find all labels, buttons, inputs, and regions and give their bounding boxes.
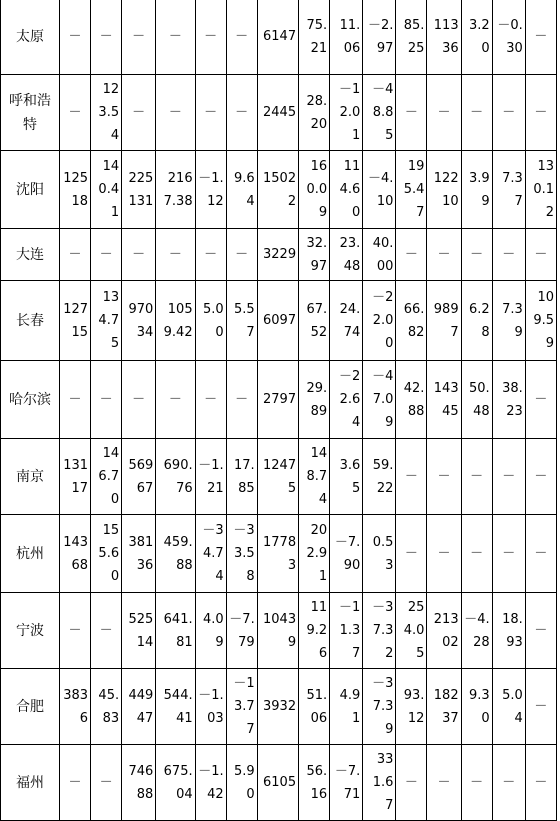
table-cell: － — [461, 515, 492, 593]
table-cell: －1.21 — [195, 439, 226, 515]
table-cell: － — [461, 439, 492, 515]
table-cell: － — [195, 229, 226, 281]
table-cell: － — [525, 745, 556, 821]
table-cell: －13.77 — [226, 669, 257, 745]
table-cell: 130.12 — [525, 151, 556, 229]
table-cell: 18.93 — [492, 593, 525, 669]
table-cell: － — [427, 515, 461, 593]
table-cell: 6.28 — [461, 281, 492, 361]
table-cell: － — [461, 229, 492, 281]
table-cell: 51.06 — [299, 669, 330, 745]
table-cell: 12210 — [427, 151, 461, 229]
table-cell: 24.74 — [330, 281, 363, 361]
table-cell: －1.42 — [195, 745, 226, 821]
table-cell: 21302 — [427, 593, 461, 669]
table-cell: 17783 — [257, 515, 298, 593]
table-cell: － — [91, 745, 122, 821]
table-cell: － — [195, 75, 226, 151]
table-cell: 4.91 — [330, 669, 363, 745]
table-cell: 123.54 — [91, 75, 122, 151]
table-cell: 9897 — [427, 281, 461, 361]
table-cell: 10439 — [257, 593, 298, 669]
table-cell: 6147 — [257, 0, 298, 75]
table-row — [1, 0, 557, 75]
table-cell: － — [60, 0, 91, 75]
table-row — [1, 745, 557, 821]
table-cell: －22.00 — [363, 281, 396, 361]
table-cell: 6097 — [257, 281, 298, 361]
city-cell: 长春 — [1, 281, 60, 361]
table-cell: 1059.42 — [156, 281, 195, 361]
table-cell: － — [226, 361, 257, 439]
table-cell: 11336 — [427, 0, 461, 75]
table-body — [1, 0, 557, 821]
table-cell: － — [396, 229, 427, 281]
table-cell: － — [525, 361, 556, 439]
table-cell: 109.59 — [525, 281, 556, 361]
table-cell: 12475 — [257, 439, 298, 515]
table-cell: 114.60 — [330, 151, 363, 229]
table-cell: 254.05 — [396, 593, 427, 669]
table-cell: － — [156, 0, 195, 75]
table-cell: － — [492, 515, 525, 593]
table-cell: －4.10 — [363, 151, 396, 229]
table-cell: －37.39 — [363, 669, 396, 745]
table-cell: － — [156, 229, 195, 281]
city-cell: 福州 — [1, 745, 60, 821]
city-cell: 哈尔滨 — [1, 361, 60, 439]
table-cell: 3229 — [257, 229, 298, 281]
table-cell: － — [91, 593, 122, 669]
table-cell: － — [226, 75, 257, 151]
table-cell: 17.85 — [226, 439, 257, 515]
table-cell: －11.37 — [330, 593, 363, 669]
table-cell: 59.22 — [363, 439, 396, 515]
table-cell: 0.53 — [363, 515, 396, 593]
table-cell: － — [226, 229, 257, 281]
table-cell: 93.12 — [396, 669, 427, 745]
city-cell: 沈阳 — [1, 151, 60, 229]
table-cell: 7.39 — [492, 281, 525, 361]
table-cell: － — [427, 745, 461, 821]
table-cell: 85.25 — [396, 0, 427, 75]
table-cell: －1.12 — [195, 151, 226, 229]
table-row — [1, 361, 557, 439]
table-cell: 2167.38 — [156, 151, 195, 229]
table-cell: －34.74 — [195, 515, 226, 593]
table-cell: －47.09 — [363, 361, 396, 439]
table-cell: －37.32 — [363, 593, 396, 669]
table-cell: 459.88 — [156, 515, 195, 593]
table-cell: 44947 — [122, 669, 156, 745]
table-cell: － — [461, 75, 492, 151]
table-cell: － — [525, 669, 556, 745]
table-cell: － — [122, 0, 156, 75]
table-cell: － — [525, 439, 556, 515]
table-cell: 12715 — [60, 281, 91, 361]
table-cell: 5.04 — [492, 669, 525, 745]
table-cell: 42.88 — [396, 361, 427, 439]
table-cell: 134.75 — [91, 281, 122, 361]
table-cell: －2.97 — [363, 0, 396, 75]
table-cell: 40.00 — [363, 229, 396, 281]
table-cell: －48.85 — [363, 75, 396, 151]
table-cell: － — [60, 745, 91, 821]
city-cell: 大连 — [1, 229, 60, 281]
table-row — [1, 515, 557, 593]
table-cell: － — [122, 361, 156, 439]
table-cell: 3.99 — [461, 151, 492, 229]
table-cell: － — [396, 439, 427, 515]
table-row — [1, 669, 557, 745]
table-cell: 146.70 — [91, 439, 122, 515]
table-cell: － — [226, 0, 257, 75]
table-cell: 5.00 — [195, 281, 226, 361]
table-cell: － — [122, 75, 156, 151]
table-row — [1, 593, 557, 669]
table-cell: － — [525, 593, 556, 669]
table-cell: 38136 — [122, 515, 156, 593]
table-cell: 56967 — [122, 439, 156, 515]
table-cell: － — [91, 361, 122, 439]
table-cell: 6105 — [257, 745, 298, 821]
table-cell: 119.26 — [299, 593, 330, 669]
table-cell: －7.90 — [330, 515, 363, 593]
table-cell: －22.64 — [330, 361, 363, 439]
table-cell: 202.91 — [299, 515, 330, 593]
table-cell: 225131 — [122, 151, 156, 229]
table-cell: － — [492, 229, 525, 281]
table-cell: － — [60, 75, 91, 151]
table-row — [1, 281, 557, 361]
table-cell: 331.67 — [363, 745, 396, 821]
city-cell: 杭州 — [1, 515, 60, 593]
table-cell: 38.23 — [492, 361, 525, 439]
table-cell: － — [91, 229, 122, 281]
table-cell: 13117 — [60, 439, 91, 515]
table-cell: 195.47 — [396, 151, 427, 229]
table-cell: － — [461, 745, 492, 821]
table-row — [1, 229, 557, 281]
table-cell: 32.97 — [299, 229, 330, 281]
table-cell: －12.01 — [330, 75, 363, 151]
table-cell: －33.58 — [226, 515, 257, 593]
table-cell: 18237 — [427, 669, 461, 745]
city-cell: 宁波 — [1, 593, 60, 669]
table-cell: 3.20 — [461, 0, 492, 75]
table-cell: －1.03 — [195, 669, 226, 745]
table-cell: 14368 — [60, 515, 91, 593]
table-row — [1, 75, 557, 151]
table-cell: －0.30 — [492, 0, 525, 75]
table-cell: 50.48 — [461, 361, 492, 439]
table-cell: － — [60, 361, 91, 439]
table-cell: 3.65 — [330, 439, 363, 515]
table-cell: －7.79 — [226, 593, 257, 669]
table-cell: －4.28 — [461, 593, 492, 669]
city-cell: 南京 — [1, 439, 60, 515]
table-cell: － — [492, 75, 525, 151]
table-cell: 641.81 — [156, 593, 195, 669]
table-cell: 45.83 — [91, 669, 122, 745]
table-cell: － — [60, 229, 91, 281]
table-cell: 75.21 — [299, 0, 330, 75]
table-cell: 11.06 — [330, 0, 363, 75]
table-cell: 675.04 — [156, 745, 195, 821]
table-cell: 140.41 — [91, 151, 122, 229]
table-cell: 97034 — [122, 281, 156, 361]
table-cell: 67.52 — [299, 281, 330, 361]
table-row — [1, 439, 557, 515]
city-cell: 合肥 — [1, 669, 60, 745]
table-cell: － — [156, 361, 195, 439]
table-cell: － — [91, 0, 122, 75]
table-cell: 52514 — [122, 593, 156, 669]
table-cell: 28.20 — [299, 75, 330, 151]
table-cell: 56.16 — [299, 745, 330, 821]
table-cell: － — [396, 75, 427, 151]
city-cell: 太原 — [1, 0, 60, 75]
table-cell: 690.76 — [156, 439, 195, 515]
table-cell: － — [156, 75, 195, 151]
table-cell: 3836 — [60, 669, 91, 745]
table-cell: 3932 — [257, 669, 298, 745]
table-cell: － — [427, 229, 461, 281]
table-cell: 155.60 — [91, 515, 122, 593]
table-cell: 2797 — [257, 361, 298, 439]
table-cell: － — [427, 439, 461, 515]
table-cell: 148.74 — [299, 439, 330, 515]
table-cell: － — [396, 515, 427, 593]
table-cell: 5.90 — [226, 745, 257, 821]
table-cell: 2445 — [257, 75, 298, 151]
table-cell: － — [396, 745, 427, 821]
table-cell: － — [195, 361, 226, 439]
table-cell: 160.09 — [299, 151, 330, 229]
table-cell: 7.37 — [492, 151, 525, 229]
table-cell: － — [60, 593, 91, 669]
table-cell: 66.82 — [396, 281, 427, 361]
table-cell: 9.64 — [226, 151, 257, 229]
table-cell: 5.57 — [226, 281, 257, 361]
table-cell: 9.30 — [461, 669, 492, 745]
table-cell: 23.48 — [330, 229, 363, 281]
table-cell: － — [525, 75, 556, 151]
table-cell: － — [492, 439, 525, 515]
table-cell: － — [427, 75, 461, 151]
table-cell: 544.41 — [156, 669, 195, 745]
table-cell: － — [525, 515, 556, 593]
table-cell: 15022 — [257, 151, 298, 229]
city-cell: 呼和浩特 — [1, 75, 60, 151]
table-cell: 29.89 — [299, 361, 330, 439]
table-cell: 4.09 — [195, 593, 226, 669]
table-cell: － — [525, 0, 556, 75]
table-cell: 12518 — [60, 151, 91, 229]
table-cell: － — [122, 229, 156, 281]
table-cell: － — [492, 745, 525, 821]
table-cell: － — [195, 0, 226, 75]
table-cell: 14345 — [427, 361, 461, 439]
table-cell: － — [525, 229, 556, 281]
table-row — [1, 151, 557, 229]
table-cell: －7.71 — [330, 745, 363, 821]
table-cell: 74688 — [122, 745, 156, 821]
